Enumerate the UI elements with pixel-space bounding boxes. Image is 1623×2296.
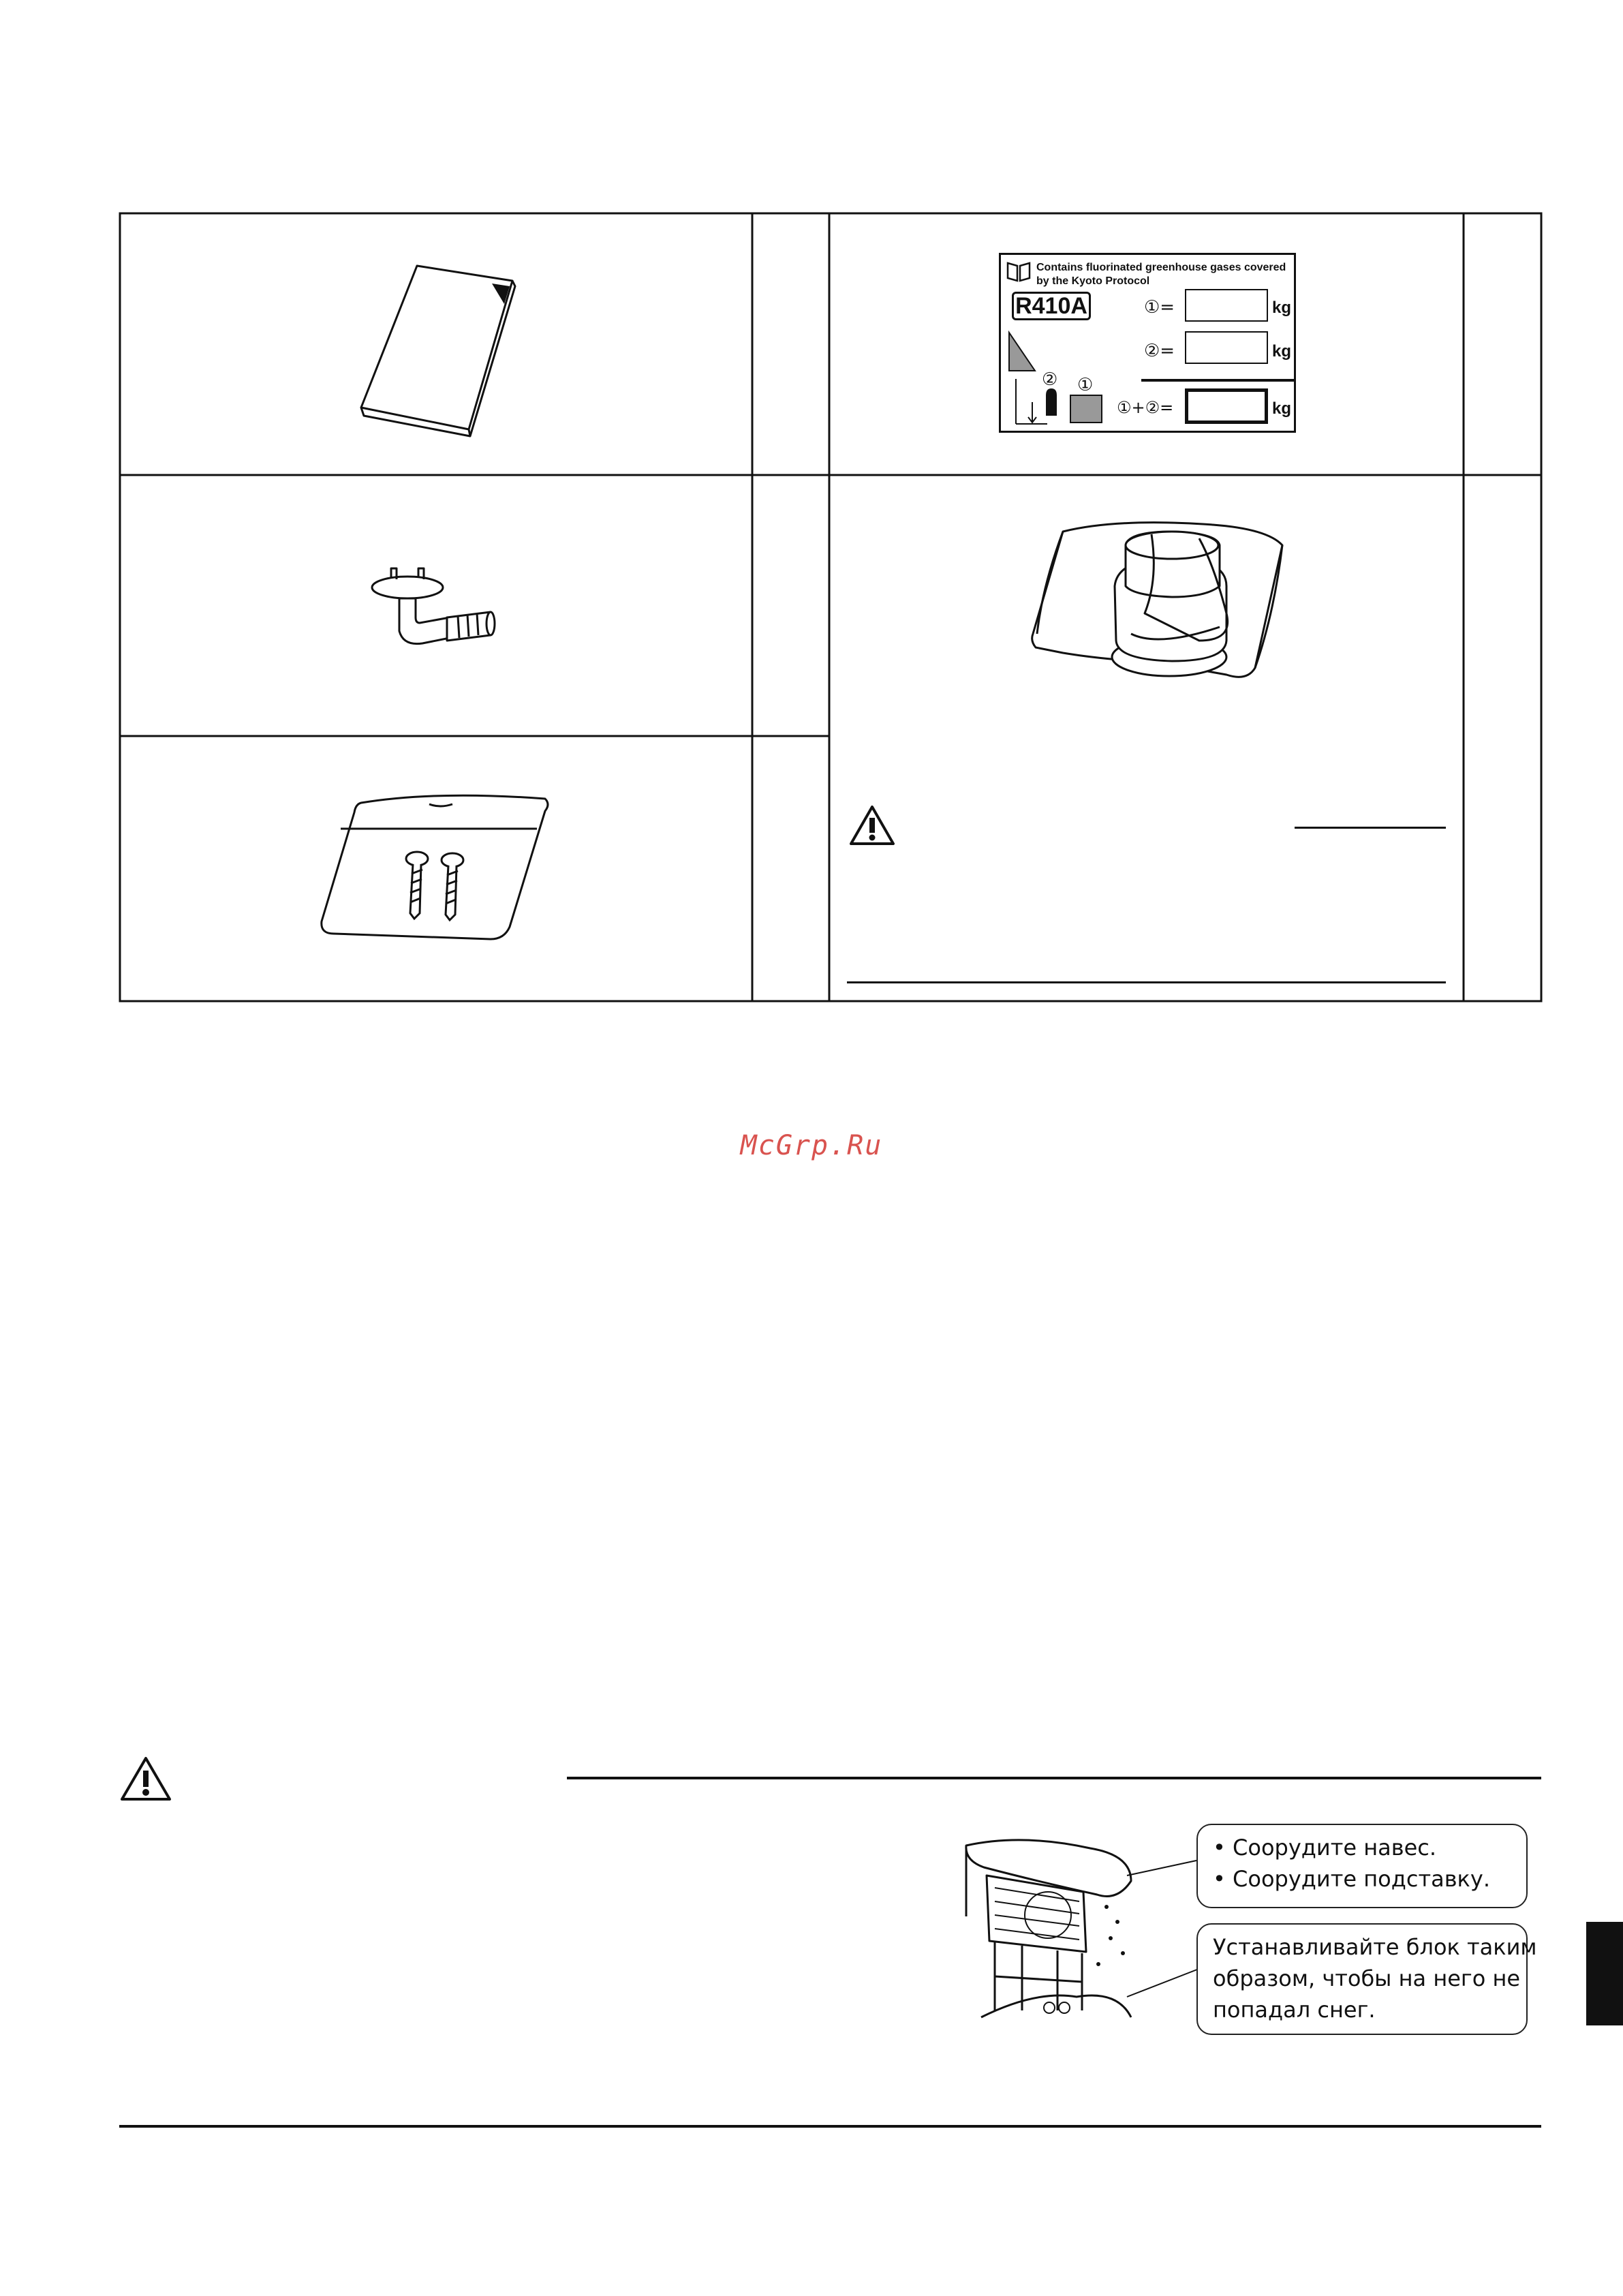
label-heading-line2: by the Kyoto Protocol (1036, 275, 1150, 287)
bubble2-line-3: попадал снег. (1213, 1997, 1376, 2023)
bubble1-line-2: • Соорудите подставку. (1213, 1866, 1490, 1892)
bubble2-line-1: Устанавливайте блок таким (1213, 1934, 1537, 1960)
row3-prefix: ①+②= (1117, 398, 1174, 417)
bubble1-line-1: • Соорудите навес. (1213, 1835, 1437, 1861)
row3-unit: kg (1272, 399, 1292, 418)
watermark: McGrp.Ru (740, 1130, 883, 1161)
bubble2-line-2: образом, чтобы на него не (1213, 1965, 1521, 1991)
label-heading-line1: Contains fluorinated greenhouse gases covered (1036, 262, 1286, 273)
refrigerant-badge: R410A (1012, 292, 1091, 320)
snow-tip-bubble-1 (1196, 1824, 1528, 1908)
row2-unit: kg (1272, 342, 1292, 361)
marker-1: ① (1077, 375, 1094, 395)
row1-unit: kg (1272, 299, 1292, 317)
snow-mound (981, 1995, 1131, 2017)
language-side-tab (1586, 1922, 1623, 2025)
row1-prefix: ①= (1144, 297, 1175, 318)
snow-tip-bubble-2 (1196, 1923, 1537, 2035)
footer-rule (119, 2125, 1541, 2128)
row2-prefix: ②= (1144, 341, 1175, 361)
marker-2: ② (1042, 369, 1058, 390)
stand (995, 1942, 1082, 2010)
